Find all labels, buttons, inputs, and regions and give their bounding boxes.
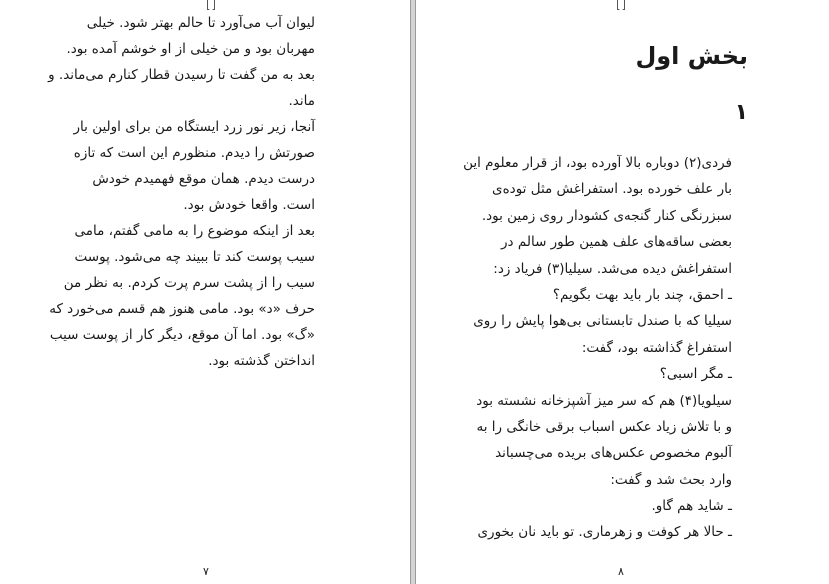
- right-page-text: [432, 150, 732, 546]
- text-line: آلبوم مخصوص عکس‌های بریده می‌چسباند: [495, 445, 732, 462]
- text-line: درست دیدم. همان موقع فهمیدم خودش: [92, 171, 315, 187]
- text-line: «گ» بود. اما آن موقع، دیگر کار از پوست سیب: [49, 327, 315, 343]
- bookmark-icon[interactable]: [207, 0, 215, 10]
- right-page: [415, 0, 829, 584]
- text-line: استفراغ گذاشته بود، گفت:: [581, 339, 732, 356]
- text-line: ماند.: [288, 93, 315, 109]
- text-line: ـ مگر اسبی؟: [659, 366, 732, 383]
- text-line: آنجا، زیر نور زرد ایستگاه من برای اولین بار: [73, 119, 315, 135]
- text-line: سیب پوست کند تا ببیند چه می‌شود. پوست: [74, 249, 315, 265]
- text-line: صورتش را دیدم. منظورم این است که تازه: [73, 145, 315, 161]
- bookmark-icon[interactable]: [617, 0, 625, 10]
- text-line: است. واقعا خودش بود.: [183, 197, 315, 213]
- text-line: مهربان بود و من خیلی از او خوشم آمده بود.: [66, 41, 315, 57]
- text-line: ـ احمق، چند بار باید بهت بگویم؟: [552, 286, 732, 303]
- right-page-number: ۸: [618, 565, 624, 578]
- text-line: انداختن گذشته بود.: [208, 353, 315, 369]
- left-page-text: [15, 10, 315, 374]
- section-number: ۱: [734, 100, 748, 125]
- text-line: بار علف خورده بود. استفراغش مثل توده‌ی: [492, 181, 732, 198]
- text-line: سیلویا(۴) هم که سر میز آشپزخانه نشسته بود: [476, 392, 732, 409]
- text-line: ـ حالا هر کوفت و زهرماری. تو باید نان بخوری: [477, 524, 732, 541]
- text-line: ـ شاید هم گاو.: [651, 498, 732, 515]
- text-line: وارد بحث شد و گفت:: [610, 471, 732, 488]
- text-line: بعد به من گفت تا رسیدن قطار کنارم می‌ماند. و: [48, 67, 315, 83]
- text-line: سیلیا که با صندل تابستانی بی‌هوا پایش را روی: [473, 313, 732, 330]
- text-line: لیوان آب می‌آورد تا حالم بهتر شود. خیلی: [86, 15, 315, 31]
- left-page: [0, 0, 411, 584]
- text-line: و با تلاش زیاد عکس اسباب برقی خانگی را به: [476, 418, 732, 435]
- left-page-number: ۷: [203, 565, 209, 578]
- text-line: استفراغش دیده می‌شد. سیلیا(۳) فریاد زد:: [493, 260, 732, 277]
- chapter-title: بخش اول: [635, 42, 748, 70]
- text-line: سبزرنگی کنار گنجه‌ی کشودار روی زمین بود.: [481, 207, 732, 224]
- text-line: سیب را از پشت سرم پرت کردم. به نظر من: [63, 275, 315, 291]
- text-line: بعد از اینکه موضوع را به مامی گفتم، مامی: [74, 223, 315, 239]
- text-line: فردی(۲) دوباره بالا آورده بود، از قرار معلوم این: [463, 155, 732, 171]
- text-line: بعضی ساقه‌های علف همین طور سالم در: [501, 234, 732, 251]
- text-line: حرف «د» بود. مامی هنوز هم قسم می‌خورد که: [49, 301, 315, 317]
